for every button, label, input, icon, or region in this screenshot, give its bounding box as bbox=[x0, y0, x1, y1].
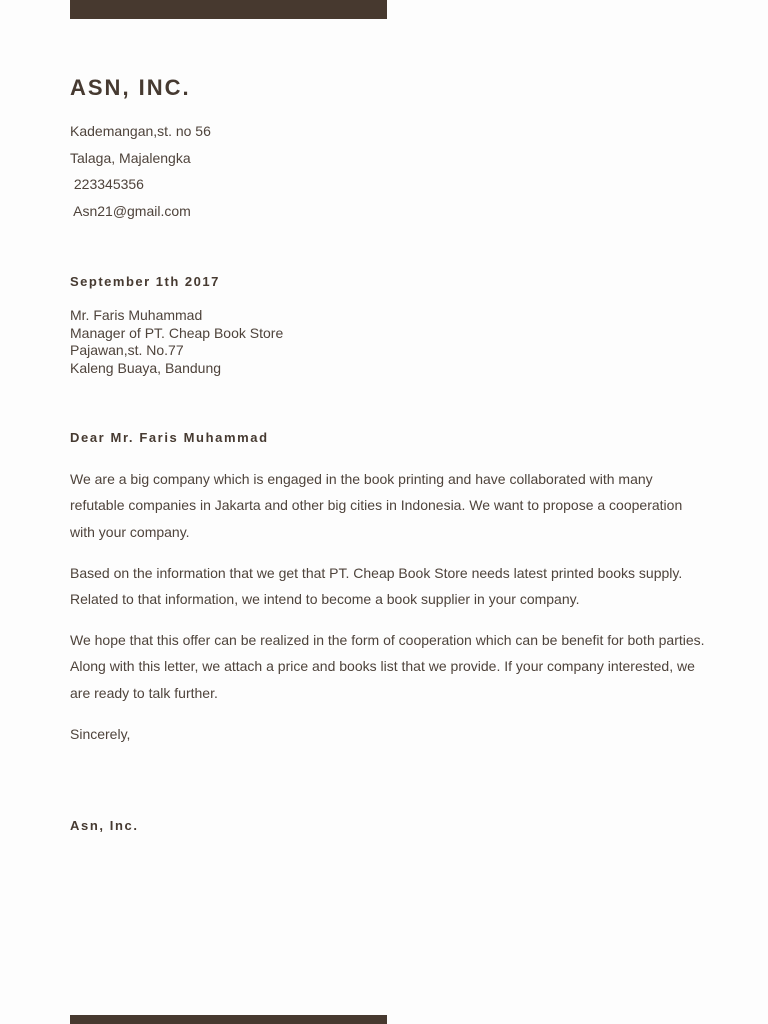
sender-address-block bbox=[70, 118, 211, 224]
sender-address-line-1: Kademangan,st. no 56 bbox=[70, 123, 211, 139]
recipient-name: Mr. Faris Muhammad bbox=[70, 307, 203, 323]
body-paragraph-2: Based on the information that we get that PT. Cheap Book Store needs latest printed books supply. Related to that information, we intend to become a book supplier in your company. bbox=[70, 565, 683, 608]
body-paragraph-3: We hope that this offer can be realized in the form of cooperation which can be benefit for both parties. Along with this letter, we attach a price and books list that we provide. If your company interested, we are ready to talk further. bbox=[70, 632, 705, 701]
recipient-address-line-1: Pajawan,st. No.77 bbox=[70, 342, 184, 358]
sender-email: Asn21@gmail.com bbox=[70, 202, 191, 219]
closing: Sincerely, bbox=[70, 726, 131, 742]
body-paragraph-1: We are a big company which is engaged in the book printing and have collaborated with many refutable companies in Jakarta and other big cities in Indonesia. We want to propose a cooperation with your company. bbox=[70, 471, 683, 540]
recipient-address-block bbox=[70, 307, 283, 377]
header-accent-bar bbox=[70, 0, 387, 19]
footer-accent-bar bbox=[70, 1015, 387, 1024]
salutation: Dear Mr. Faris Muhammad bbox=[70, 430, 269, 445]
signature: Asn, Inc. bbox=[70, 818, 139, 833]
letter-date: September 1th 2017 bbox=[70, 274, 220, 289]
recipient-title: Manager of PT. Cheap Book Store bbox=[70, 324, 284, 341]
recipient-address-line-2: Kaleng Buaya, Bandung bbox=[70, 359, 222, 376]
company-name: ASN, INC. bbox=[70, 75, 191, 100]
sender-address-line-2: Talaga, Majalengka bbox=[70, 149, 191, 166]
sender-phone: 223345356 bbox=[70, 176, 144, 192]
